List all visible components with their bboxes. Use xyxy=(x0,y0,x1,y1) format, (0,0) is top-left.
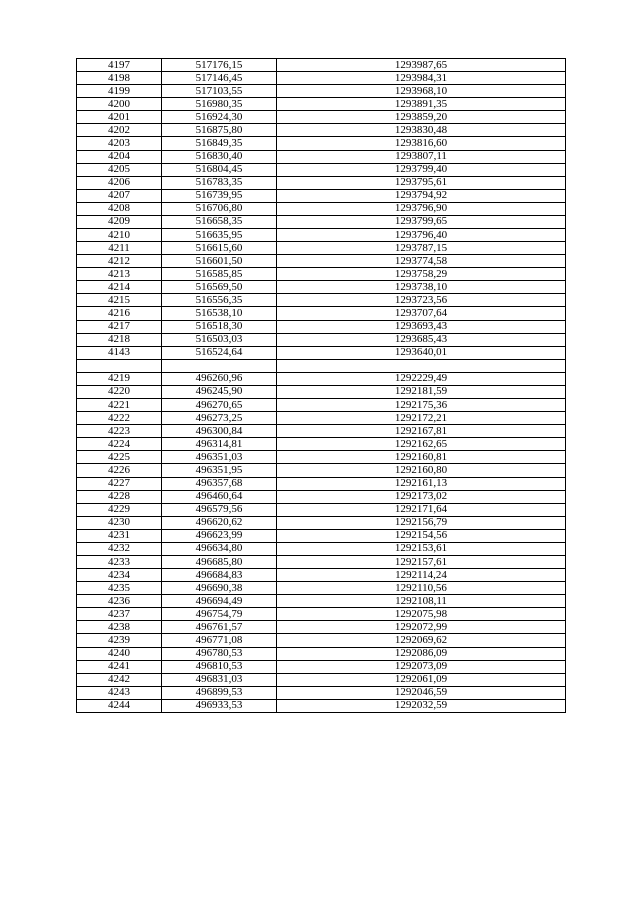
table-row xyxy=(77,85,566,98)
x-coordinate-cell: 496460,64 xyxy=(162,490,277,503)
y-coordinate-cell: 1293968,10 xyxy=(277,85,566,98)
coordinates-table-body xyxy=(77,59,566,713)
y-coordinate-cell: 1293795,61 xyxy=(277,176,566,189)
table-row xyxy=(77,477,566,490)
table-row xyxy=(77,255,566,268)
x-coordinate-cell: 496685,80 xyxy=(162,555,277,568)
x-coordinate-cell: 496245,90 xyxy=(162,385,277,398)
point-number-cell: 4213 xyxy=(77,268,162,281)
point-number-cell: 4229 xyxy=(77,503,162,516)
y-coordinate-cell: 1293796,40 xyxy=(277,229,566,242)
y-coordinate-cell: 1292114,24 xyxy=(277,569,566,582)
y-coordinate-cell: 1293787,15 xyxy=(277,242,566,255)
table-row xyxy=(77,542,566,555)
point-number-cell: 4216 xyxy=(77,307,162,320)
table-row xyxy=(77,281,566,294)
table-row xyxy=(77,294,566,307)
x-coordinate-cell: 516556,35 xyxy=(162,294,277,307)
point-number-cell: 4202 xyxy=(77,124,162,137)
x-coordinate-cell: 496771,08 xyxy=(162,634,277,647)
table-row xyxy=(77,176,566,189)
point-number-cell: 4227 xyxy=(77,477,162,490)
table-row xyxy=(77,372,566,385)
x-coordinate-cell: 496300,84 xyxy=(162,425,277,438)
x-coordinate-cell: 516804,45 xyxy=(162,163,277,176)
x-coordinate-cell: 516706,80 xyxy=(162,202,277,215)
point-number-cell: 4238 xyxy=(77,621,162,634)
table-row xyxy=(77,451,566,464)
x-coordinate-cell: 496270,65 xyxy=(162,399,277,412)
table-row xyxy=(77,686,566,699)
table-row xyxy=(77,503,566,516)
point-number-cell: 4205 xyxy=(77,163,162,176)
point-number-cell: 4210 xyxy=(77,229,162,242)
y-coordinate-cell: 1292153,61 xyxy=(277,542,566,555)
x-coordinate-cell: 496754,79 xyxy=(162,608,277,621)
point-number-cell: 4209 xyxy=(77,215,162,228)
point-number-cell: 4219 xyxy=(77,372,162,385)
y-coordinate-cell: 1292157,61 xyxy=(277,555,566,568)
point-number-cell: 4220 xyxy=(77,385,162,398)
x-coordinate-cell: 496810,53 xyxy=(162,660,277,673)
table-row xyxy=(77,673,566,686)
table-row xyxy=(77,202,566,215)
y-coordinate-cell: 1292072,99 xyxy=(277,621,566,634)
point-number-cell: 4244 xyxy=(77,699,162,712)
y-coordinate-cell: 1292160,80 xyxy=(277,464,566,477)
x-coordinate-cell: 496634,80 xyxy=(162,542,277,555)
table-row xyxy=(77,359,566,372)
x-coordinate-cell: 516615,60 xyxy=(162,242,277,255)
table-row xyxy=(77,582,566,595)
point-number-cell: 4208 xyxy=(77,202,162,215)
point-number-cell: 4222 xyxy=(77,412,162,425)
point-number-cell: 4197 xyxy=(77,59,162,72)
y-coordinate-cell: 1292075,98 xyxy=(277,608,566,621)
point-number-cell: 4242 xyxy=(77,673,162,686)
x-coordinate-cell: 516924,30 xyxy=(162,111,277,124)
point-number-cell: 4212 xyxy=(77,255,162,268)
x-coordinate-cell: 496351,03 xyxy=(162,451,277,464)
y-coordinate-cell: 1293859,20 xyxy=(277,111,566,124)
table-row xyxy=(77,399,566,412)
y-coordinate-cell: 1293830,48 xyxy=(277,124,566,137)
table-row xyxy=(77,111,566,124)
x-coordinate-cell: 496273,25 xyxy=(162,412,277,425)
table-row xyxy=(77,150,566,163)
x-coordinate-cell: 496933,53 xyxy=(162,699,277,712)
point-number-cell: 4241 xyxy=(77,660,162,673)
y-coordinate-cell: 1292110,56 xyxy=(277,582,566,595)
x-coordinate-cell: 516518,30 xyxy=(162,320,277,333)
y-coordinate-cell: 1293984,31 xyxy=(277,72,566,85)
y-coordinate-cell: 1293799,40 xyxy=(277,163,566,176)
x-coordinate-cell: 496780,53 xyxy=(162,647,277,660)
table-row xyxy=(77,699,566,712)
x-coordinate-cell: 516658,35 xyxy=(162,215,277,228)
x-coordinate-cell: 516980,35 xyxy=(162,98,277,111)
x-coordinate-cell: 496623,99 xyxy=(162,529,277,542)
point-number-cell: 4223 xyxy=(77,425,162,438)
x-coordinate-cell: 517146,45 xyxy=(162,72,277,85)
table-row xyxy=(77,59,566,72)
y-coordinate-cell: 1292156,79 xyxy=(277,516,566,529)
y-coordinate-cell: 1292154,56 xyxy=(277,529,566,542)
x-coordinate-cell: 516635,95 xyxy=(162,229,277,242)
y-coordinate-cell: 1292229,49 xyxy=(277,372,566,385)
table-row xyxy=(77,647,566,660)
table-row xyxy=(77,98,566,111)
table-row xyxy=(77,634,566,647)
y-coordinate-cell: 1293794,92 xyxy=(277,189,566,202)
x-coordinate-cell: 496579,56 xyxy=(162,503,277,516)
y-coordinate-cell: 1292160,81 xyxy=(277,451,566,464)
table-row xyxy=(77,215,566,228)
y-coordinate-cell: 1292172,21 xyxy=(277,412,566,425)
x-coordinate-cell: 496690,38 xyxy=(162,582,277,595)
y-coordinate-cell: 1293891,35 xyxy=(277,98,566,111)
x-coordinate-cell: 516503,03 xyxy=(162,333,277,346)
x-coordinate-cell: 517176,15 xyxy=(162,59,277,72)
table-row xyxy=(77,490,566,503)
point-number-cell: 4221 xyxy=(77,399,162,412)
table-row xyxy=(77,555,566,568)
table-row xyxy=(77,268,566,281)
table-row xyxy=(77,529,566,542)
point-number-cell: 4224 xyxy=(77,438,162,451)
y-coordinate-cell: 1292162,65 xyxy=(277,438,566,451)
point-number-cell: 4218 xyxy=(77,333,162,346)
y-coordinate-cell: 1293685,43 xyxy=(277,333,566,346)
table-row xyxy=(77,137,566,150)
point-number-cell: 4231 xyxy=(77,529,162,542)
y-coordinate-cell: 1293758,29 xyxy=(277,268,566,281)
y-coordinate-cell: 1292061,09 xyxy=(277,673,566,686)
y-coordinate-cell: 1292069,62 xyxy=(277,634,566,647)
table-row xyxy=(77,346,566,359)
point-number-cell: 4211 xyxy=(77,242,162,255)
x-coordinate-cell: 496684,83 xyxy=(162,569,277,582)
point-number-cell: 4198 xyxy=(77,72,162,85)
point-number-cell: 4234 xyxy=(77,569,162,582)
point-number-cell: 4235 xyxy=(77,582,162,595)
table-row xyxy=(77,124,566,137)
point-number-cell: 4215 xyxy=(77,294,162,307)
table-row xyxy=(77,464,566,477)
table-row xyxy=(77,660,566,673)
x-coordinate-cell: 496620,62 xyxy=(162,516,277,529)
y-coordinate-cell: 1292046,59 xyxy=(277,686,566,699)
point-number-cell: 4230 xyxy=(77,516,162,529)
x-coordinate-cell: 496260,96 xyxy=(162,372,277,385)
point-number-cell: 4201 xyxy=(77,111,162,124)
x-coordinate-cell: 516739,95 xyxy=(162,189,277,202)
x-coordinate-cell: 516585,85 xyxy=(162,268,277,281)
coordinates-table xyxy=(76,58,566,713)
y-coordinate-cell: 1293640,01 xyxy=(277,346,566,359)
point-number-cell: 4207 xyxy=(77,189,162,202)
y-coordinate-cell: 1293796,90 xyxy=(277,202,566,215)
y-coordinate-cell: 1293738,10 xyxy=(277,281,566,294)
point-number-cell: 4214 xyxy=(77,281,162,294)
y-coordinate-cell: 1292073,09 xyxy=(277,660,566,673)
point-number-cell: 4225 xyxy=(77,451,162,464)
y-coordinate-cell: 1292086,09 xyxy=(277,647,566,660)
table-row xyxy=(77,307,566,320)
table-row xyxy=(77,621,566,634)
x-coordinate-cell: 516849,35 xyxy=(162,137,277,150)
y-coordinate-cell: 1292171,64 xyxy=(277,503,566,516)
table-row xyxy=(77,333,566,346)
table-row xyxy=(77,320,566,333)
point-number-cell: 4199 xyxy=(77,85,162,98)
y-coordinate-cell xyxy=(277,359,566,372)
y-coordinate-cell: 1293693,43 xyxy=(277,320,566,333)
point-number-cell: 4217 xyxy=(77,320,162,333)
y-coordinate-cell: 1292161,13 xyxy=(277,477,566,490)
y-coordinate-cell: 1292032,59 xyxy=(277,699,566,712)
point-number-cell xyxy=(77,359,162,372)
point-number-cell: 4236 xyxy=(77,595,162,608)
table-row xyxy=(77,229,566,242)
x-coordinate-cell: 516569,50 xyxy=(162,281,277,294)
x-coordinate-cell: 516875,80 xyxy=(162,124,277,137)
point-number-cell: 4237 xyxy=(77,608,162,621)
y-coordinate-cell: 1293799,65 xyxy=(277,215,566,228)
y-coordinate-cell: 1293807,11 xyxy=(277,150,566,163)
y-coordinate-cell: 1292173,02 xyxy=(277,490,566,503)
x-coordinate-cell: 496351,95 xyxy=(162,464,277,477)
y-coordinate-cell: 1293987,65 xyxy=(277,59,566,72)
x-coordinate-cell: 516601,50 xyxy=(162,255,277,268)
x-coordinate-cell: 496357,68 xyxy=(162,477,277,490)
point-number-cell: 4240 xyxy=(77,647,162,660)
point-number-cell: 4200 xyxy=(77,98,162,111)
point-number-cell: 4239 xyxy=(77,634,162,647)
table-row xyxy=(77,438,566,451)
x-coordinate-cell: 496694,49 xyxy=(162,595,277,608)
x-coordinate-cell: 516538,10 xyxy=(162,307,277,320)
point-number-cell: 4143 xyxy=(77,346,162,359)
y-coordinate-cell: 1293774,58 xyxy=(277,255,566,268)
x-coordinate-cell: 496314,81 xyxy=(162,438,277,451)
x-coordinate-cell: 496899,53 xyxy=(162,686,277,699)
point-number-cell: 4233 xyxy=(77,555,162,568)
x-coordinate-cell: 496831,03 xyxy=(162,673,277,686)
x-coordinate-cell: 517103,55 xyxy=(162,85,277,98)
table-row xyxy=(77,425,566,438)
point-number-cell: 4226 xyxy=(77,464,162,477)
point-number-cell: 4206 xyxy=(77,176,162,189)
table-row xyxy=(77,163,566,176)
y-coordinate-cell: 1292175,36 xyxy=(277,399,566,412)
point-number-cell: 4243 xyxy=(77,686,162,699)
y-coordinate-cell: 1293723,56 xyxy=(277,294,566,307)
point-number-cell: 4232 xyxy=(77,542,162,555)
y-coordinate-cell: 1293707,64 xyxy=(277,307,566,320)
y-coordinate-cell: 1292108,11 xyxy=(277,595,566,608)
y-coordinate-cell: 1292167,81 xyxy=(277,425,566,438)
table-row xyxy=(77,242,566,255)
table-row xyxy=(77,385,566,398)
x-coordinate-cell: 496761,57 xyxy=(162,621,277,634)
table-row xyxy=(77,412,566,425)
y-coordinate-cell: 1292181,59 xyxy=(277,385,566,398)
table-row xyxy=(77,72,566,85)
table-row xyxy=(77,569,566,582)
x-coordinate-cell: 516783,35 xyxy=(162,176,277,189)
x-coordinate-cell: 516830,40 xyxy=(162,150,277,163)
point-number-cell: 4204 xyxy=(77,150,162,163)
point-number-cell: 4228 xyxy=(77,490,162,503)
x-coordinate-cell: 516524,64 xyxy=(162,346,277,359)
table-row xyxy=(77,516,566,529)
x-coordinate-cell xyxy=(162,359,277,372)
y-coordinate-cell: 1293816,60 xyxy=(277,137,566,150)
point-number-cell: 4203 xyxy=(77,137,162,150)
table-row xyxy=(77,189,566,202)
table-row xyxy=(77,595,566,608)
table-row xyxy=(77,608,566,621)
